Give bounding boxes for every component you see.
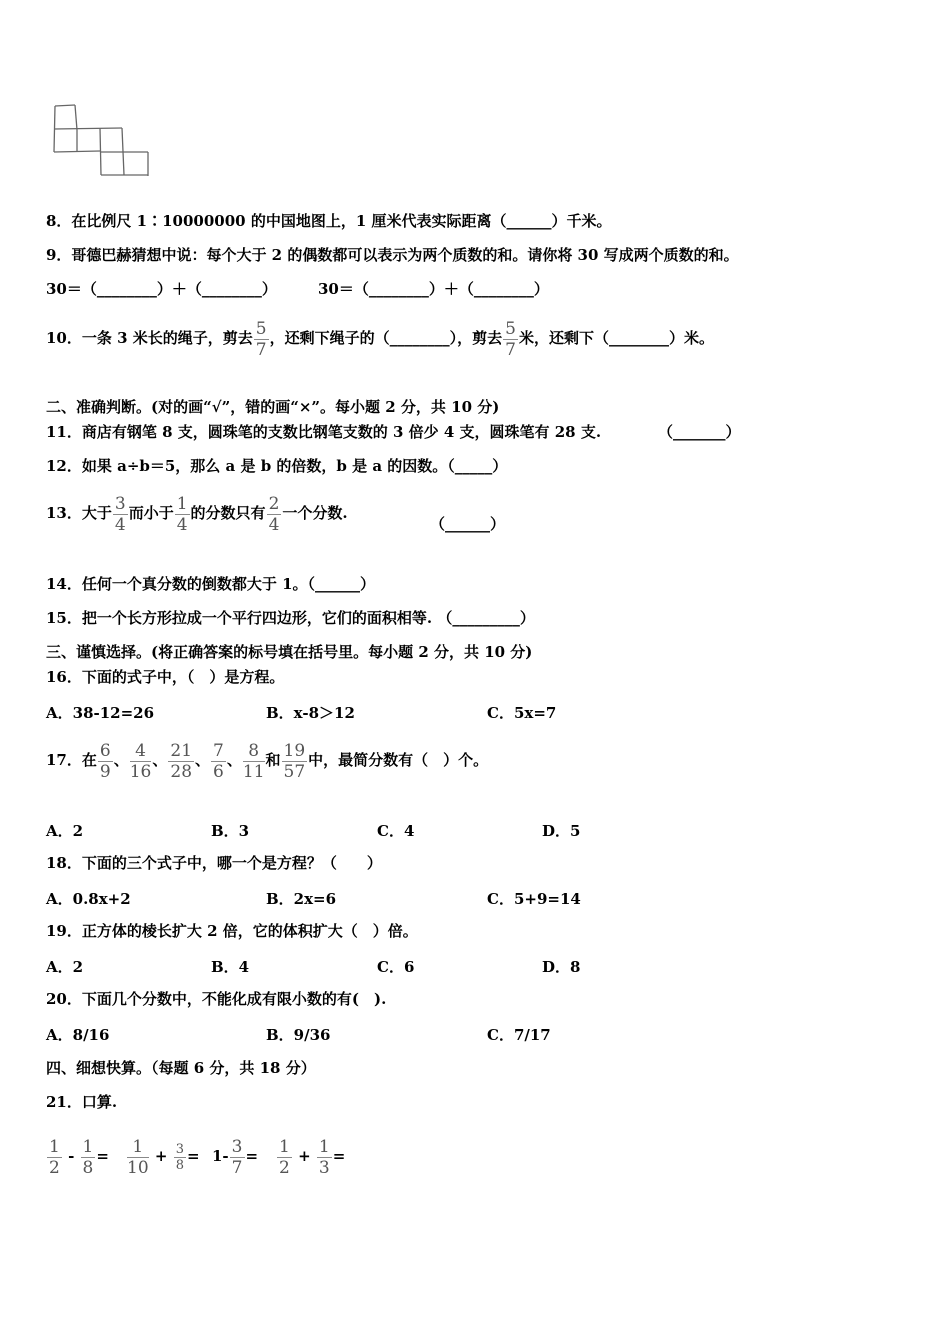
q17-fraction: $\frac{19}{57}$: [283, 740, 306, 782]
q20-option-a: A．8/16: [46, 1026, 110, 1044]
question-18: 18．下面的三个式子中，哪一个是方程？（ ）: [46, 854, 382, 872]
q17-separator: 、: [226, 751, 242, 769]
q17-separator: 和: [265, 751, 281, 769]
question-11-blank: （_______）: [658, 423, 741, 441]
q16-option-c: C．5x=7: [487, 704, 557, 722]
q18-option-a: A．0.8x+2: [46, 890, 131, 908]
section-3-title: 三、谨慎选择。(将正确答案的标号填在括号里。每小题 2 分，共 10 分): [46, 643, 533, 661]
question-14: 14．任何一个真分数的倒数都大于 1。（______）: [46, 575, 376, 593]
fraction: $\frac{1}{10}$: [127, 1136, 149, 1178]
fraction: $\frac{1}{2}$: [279, 1136, 290, 1178]
question-9-equation-2: 30＝（________）＋（________）: [318, 280, 549, 298]
fraction: $\frac{5}{7}$: [505, 318, 516, 360]
fraction: $\frac{3}{7}$: [231, 1136, 243, 1178]
q17-separator: 、: [195, 751, 211, 769]
q17-separator: 、: [113, 751, 129, 769]
question-12: 12．如果 a÷b＝5，那么 a 是 b 的倍数，b 是 a 的因数。（_____）: [46, 457, 508, 475]
q19-option-b: B．4: [211, 958, 250, 976]
q17-option-c: C．4: [377, 822, 415, 840]
calc-expr-4: $\frac{1}{2}$ + $\frac{1}{3}$ =: [279, 1136, 346, 1178]
q16-option-b: B．x-8＞12: [266, 704, 355, 722]
fraction: $\frac{1}{8}$: [82, 1136, 94, 1178]
q17-option-b: B．3: [211, 822, 250, 840]
question-9-equation-1: 30＝（________）＋（________）: [46, 280, 277, 298]
question-9: 9．哥德巴赫猜想中说：每个大于 2 的偶数都可以表示为两个质数的和。请你将 30 写成两个质数的和。: [46, 246, 739, 264]
cube-net-figure: [50, 100, 154, 180]
q19-option-a: A．2: [46, 958, 84, 976]
calc-expr-2: $\frac{1}{10}$ + $\frac{3}{8}$ =: [127, 1136, 200, 1178]
question-11: 11．商店有钢笔 8 支，圆珠笔的支数比钢笔支数的 3 倍少 4 支，圆珠笔有 28 支.: [46, 423, 602, 441]
q19-option-c: C．6: [377, 958, 415, 976]
q20-option-c: C．7/17: [487, 1026, 551, 1044]
fraction: $\frac{5}{7}$: [255, 318, 267, 360]
q17-fraction: $\frac{8}{11}$: [242, 740, 265, 782]
fraction: $\frac{2}{4}$: [268, 493, 280, 535]
q17-fraction: $\frac{7}{6}$: [213, 740, 224, 782]
calc-expr-1: $\frac{1}{2}$ - $\frac{1}{8}$ =: [49, 1136, 109, 1178]
q17-fraction: $\frac{4}{16}$: [129, 740, 152, 782]
q20-option-b: B．9/36: [266, 1026, 331, 1044]
section-2-title: 二、准确判断。(对的画“√”，错的画“×”。每小题 2 分，共 10 分): [46, 398, 500, 416]
question-17: 17．在 $\frac{6}{9}$ 、 $\frac{4}{16}$ 、 $\frac{21}{28}$ 、 $\frac{7}{6}$ 、 $\frac{8}{11}$ 和 $\frac{19}{57}$ 中，最简分数有（ ）个。: [46, 740, 489, 782]
question-13-blank: （______）: [430, 515, 506, 533]
fraction: $\frac{3}{4}$: [114, 493, 126, 535]
q17-option-d: D．5: [542, 822, 581, 840]
q19-option-d: D．8: [542, 958, 581, 976]
q18-option-c: C．5+9=14: [487, 890, 581, 908]
question-21: 21．口算.: [46, 1093, 118, 1111]
question-20: 20．下面几个分数中，不能化成有限小数的有( ).: [46, 990, 387, 1008]
section-4-title: 四、细想快算。（每题 6 分，共 18 分）: [46, 1059, 316, 1077]
question-13: 13．大于 $\frac{3}{4}$ 而小于 $\frac{1}{4}$ 的分数只有 $\frac{2}{4}$ 一个分数.: [46, 493, 348, 535]
question-15: 15．把一个长方形拉成一个平行四边形，它们的面积相等. （_________）: [46, 609, 535, 627]
q18-option-b: B．2x=6: [266, 890, 337, 908]
fraction: $\frac{3}{8}$: [175, 1141, 184, 1173]
question-19: 19．正方体的棱长扩大 2 倍，它的体积扩大（ ）倍。: [46, 922, 418, 940]
q17-fraction: $\frac{6}{9}$: [99, 740, 111, 782]
q17-option-a: A．2: [46, 822, 84, 840]
question-10: 10．一条 3 米长的绳子，剪去 $\frac{5}{7}$ ，还剩下绳子的（________），剪去 $\frac{5}{7}$ 米，还剩下（________）米。: [46, 318, 714, 360]
q17-fraction: $\frac{21}{28}$: [170, 740, 193, 782]
question-8: 8．在比例尺 1∶10000000 的中国地图上，1 厘米代表实际距离（______）千米。: [46, 212, 612, 230]
q16-option-a: A．38-12=26: [46, 704, 155, 722]
fraction: $\frac{1}{4}$: [176, 493, 188, 535]
fraction: $\frac{1}{2}$: [49, 1136, 60, 1178]
question-16: 16．下面的式子中，（ ）是方程。: [46, 668, 285, 686]
calc-expr-3: 1- $\frac{3}{7}$ =: [212, 1136, 259, 1178]
fraction: $\frac{1}{3}$: [318, 1136, 330, 1178]
q17-separator: 、: [152, 751, 168, 769]
